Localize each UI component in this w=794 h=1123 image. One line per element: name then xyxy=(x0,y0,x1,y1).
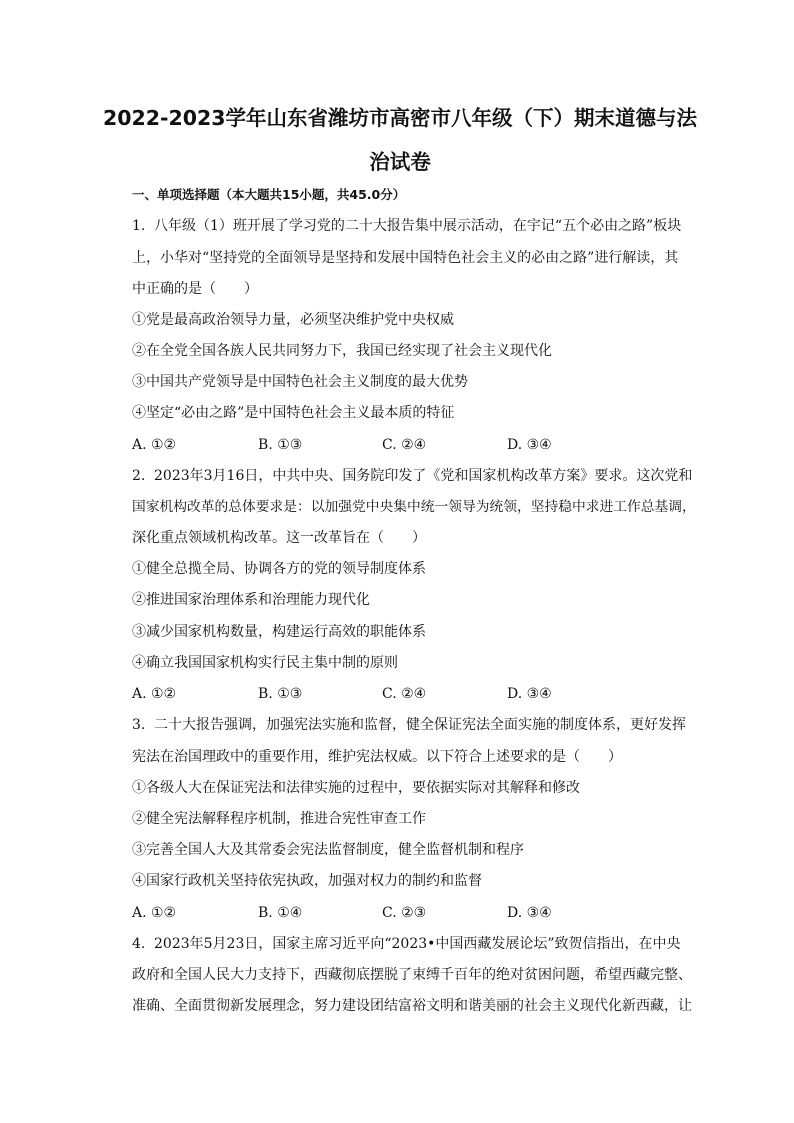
option-c: C. ②④ xyxy=(382,686,427,702)
question-2-line-2: 国家机构改革的总体要求是：以加强党中央集中统一领导为统领，坚持稳中求进工作总基调， xyxy=(132,499,696,515)
question-3-line-2: 宪法在治国理政中的重要作用，维护宪法权威。以下符合上述要求的是（ ） xyxy=(132,749,622,765)
question-1-statement-4: ④坚定“必由之路”是中国特色社会主义最本质的特征 xyxy=(132,405,455,421)
option-b: B. ①③ xyxy=(258,437,303,453)
question-number: 2. xyxy=(132,468,146,484)
question-3-line-1: 3. 二十大报告强调，加强宪法实施和监督，健全保证宪法全面实施的制度体系，更好发挥 xyxy=(132,717,686,733)
question-2-statement-3: ③减少国家机构数量，构建运行高效的职能体系 xyxy=(132,624,426,640)
question-4-line-3: 准确、全面贯彻新发展理念，努力建设团结富裕文明和谐美丽的社会主义现代化新西藏，让 xyxy=(132,998,692,1014)
option-a: A. ①② xyxy=(132,437,177,453)
question-2-statement-1: ①健全总揽全局、协调各方的党的领导制度体系 xyxy=(132,561,426,577)
option-b: B. ①④ xyxy=(258,905,303,921)
question-1-statement-1: ①党是最高政治领导力量，必须坚决维护党中央权威 xyxy=(132,312,454,328)
question-2-statement-2: ②推进国家治理体系和治理能力现代化 xyxy=(132,592,370,608)
question-3-statement-1: ①各级人大在保证宪法和法律实施的过程中，要依据实际对其解释和修改 xyxy=(132,780,580,796)
exam-title-line-1: 2022-2023学年山东省潍坊市高密市八年级（下）期末道德与法 xyxy=(102,106,698,130)
option-a: A. ①② xyxy=(132,686,177,702)
option-c: C. ②④ xyxy=(382,437,427,453)
question-1-line-2: 上，小华对“坚持党的全面领导是坚持和发展中国特色社会主义的必由之路”进行解读，其 xyxy=(132,250,679,266)
section-heading: 一、单项选择题（本大题共15小题，共45.0分） xyxy=(132,187,406,202)
exam-title-line-2: 治试卷 xyxy=(369,150,431,174)
question-1-statement-3: ③中国共产党领导是中国特色社会主义制度的最大优势 xyxy=(132,374,468,390)
question-4-line-2: 政府和全国人民大力支持下，西藏彻底摆脱了束缚千百年的绝对贫困问题，希望西藏完整、 xyxy=(132,967,692,983)
option-d: D. ③④ xyxy=(507,437,552,453)
question-number: 3. xyxy=(132,717,146,733)
question-number: 1. xyxy=(132,218,146,234)
question-3-statement-3: ③完善全国人大及其常委会宪法监督制度，健全监督机制和程序 xyxy=(132,842,524,858)
question-1-line-3: 中正确的是（ ） xyxy=(132,281,258,297)
question-2-line-3: 深化重点领域机构改革。这一改革旨在（ ） xyxy=(132,530,426,546)
question-2-line-1: 2. 2023年3月16日，中共中央、国务院印发了《党和国家机构改革方案》要求。这次党和 xyxy=(132,468,693,484)
option-b: B. ①③ xyxy=(258,686,303,702)
question-1-line-1: 1. 八年级（1）班开展了学习党的二十大报告集中展示活动，在宇记“五个必由之路”板块 xyxy=(132,218,682,234)
question-1-statement-2: ②在全党全国各族人民共同努力下，我国已经实现了社会主义现代化 xyxy=(132,343,552,359)
option-c: C. ②③ xyxy=(382,905,427,921)
question-3-statement-2: ②健全宪法解释程序机制，推进合宪性审查工作 xyxy=(132,811,426,827)
option-a: A. ①② xyxy=(132,905,177,921)
question-3-statement-4: ④国家行政机关坚持依宪执政，加强对权力的制约和监督 xyxy=(132,873,482,889)
option-d: D. ③④ xyxy=(507,905,552,921)
question-number: 4. xyxy=(132,936,146,952)
question-2-statement-4: ④确立我国国家机构实行民主集中制的原则 xyxy=(132,655,398,671)
option-d: D. ③④ xyxy=(507,686,552,702)
question-4-line-1: 4. 2023年5月23日，国家主席习近平向“2023•中国西藏发展论坛”致贺信指出，在中央 xyxy=(132,936,681,952)
